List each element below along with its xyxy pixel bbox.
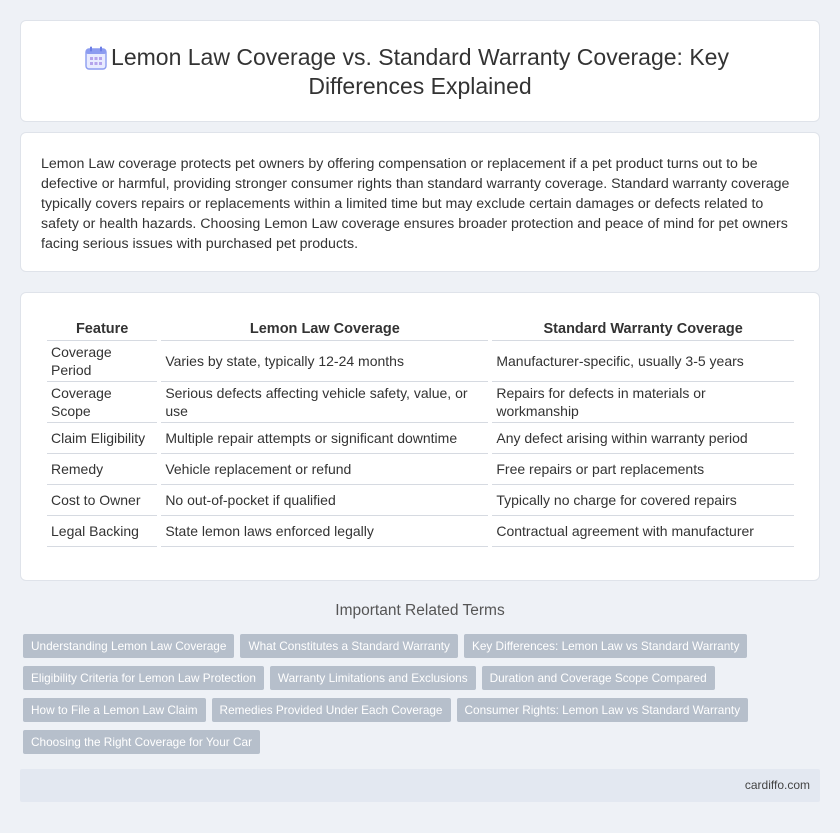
related-terms-list	[23, 634, 813, 754]
related-term-link[interactable]: Choosing the Right Coverage for Your Car	[23, 730, 260, 754]
comparison-table-card	[20, 292, 820, 581]
warranty-cell: Repairs for defects in materials or workmanship	[492, 382, 794, 423]
table-row	[47, 485, 794, 516]
page-title: Lemon Law Coverage vs. Standard Warranty Coverage: Key Differences Explained	[111, 44, 729, 99]
table-row	[47, 382, 794, 423]
warranty-cell: Contractual agreement with manufacturer	[492, 516, 794, 547]
table-row	[47, 341, 794, 382]
feature-cell: Cost to Owner	[47, 485, 157, 516]
feature-cell: Claim Eligibility	[47, 423, 157, 454]
warranty-cell: Any defect arising within warranty period	[492, 423, 794, 454]
related-term-link[interactable]: Warranty Limitations and Exclusions	[270, 666, 476, 690]
header-standard-warranty: Standard Warranty Coverage	[492, 316, 794, 341]
title-card	[20, 20, 820, 122]
table-row	[47, 423, 794, 454]
warranty-cell: Manufacturer-specific, usually 3-5 years	[492, 341, 794, 382]
header-feature: Feature	[47, 316, 157, 341]
related-term-link[interactable]: Remedies Provided Under Each Coverage	[212, 698, 451, 722]
warranty-cell: Typically no charge for covered repairs	[492, 485, 794, 516]
footer-site-name[interactable]: cardiffo.com	[744, 778, 810, 792]
related-term-link[interactable]: Duration and Coverage Scope Compared	[482, 666, 715, 690]
related-term-link[interactable]: Key Differences: Lemon Law vs Standard Warranty	[464, 634, 748, 658]
feature-cell: Coverage Scope	[47, 382, 157, 423]
table-row	[47, 516, 794, 547]
lemon-law-cell: Multiple repair attempts or significant downtime	[161, 423, 488, 454]
related-term-link[interactable]: What Constitutes a Standard Warranty	[240, 634, 458, 658]
table-row	[47, 454, 794, 485]
related-terms-heading: Important Related Terms	[335, 602, 505, 619]
footer-bar	[20, 769, 820, 802]
lemon-law-cell: Varies by state, typically 12-24 months	[161, 341, 488, 382]
feature-cell: Remedy	[47, 454, 157, 485]
lemon-law-cell: No out-of-pocket if qualified	[161, 485, 488, 516]
header-lemon-law: Lemon Law Coverage	[161, 316, 488, 341]
related-term-link[interactable]: Understanding Lemon Law Coverage	[23, 634, 234, 658]
comparison-table	[43, 316, 798, 547]
intro-card	[20, 132, 820, 272]
feature-cell: Coverage Period	[47, 341, 157, 382]
related-term-link[interactable]: How to File a Lemon Law Claim	[23, 698, 206, 722]
lemon-law-cell: Serious defects affecting vehicle safety, value, or use	[161, 382, 488, 423]
warranty-cell: Free repairs or part replacements	[492, 454, 794, 485]
lemon-law-cell: Vehicle replacement or refund	[161, 454, 488, 485]
related-term-link[interactable]: Consumer Rights: Lemon Law vs Standard Warranty	[457, 698, 749, 722]
intro-paragraph: Lemon Law coverage protects pet owners by offering compensation or replacement if a pet product turns out to be defective or harmful, providing stronger consumer rights than standard warranty coverage. Standard warranty coverage typically covers repairs or replacements within a limited time but may exclude certain damages or defects related to safety or health hazards. Choosing Lemon Law coverage ensures broader protection and peace of mind for pet owners facing serious issues with purchased pet products.	[41, 156, 790, 252]
related-term-link[interactable]: Eligibility Criteria for Lemon Law Protection	[23, 666, 264, 690]
lemon-law-cell: State lemon laws enforced legally	[161, 516, 488, 547]
table-header-row	[47, 316, 794, 341]
feature-cell: Legal Backing	[47, 516, 157, 547]
